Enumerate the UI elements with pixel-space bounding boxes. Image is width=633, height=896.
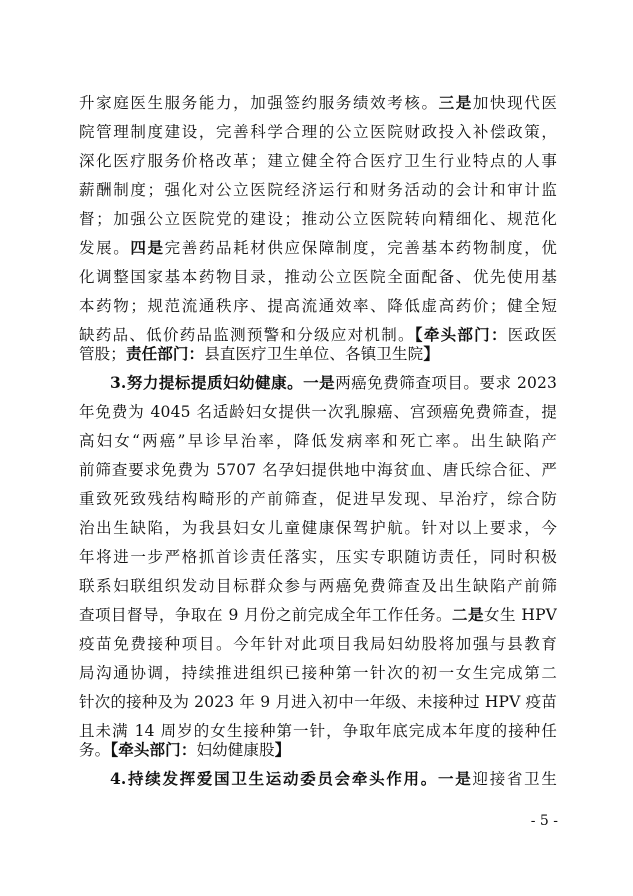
text-line <box>79 631 557 657</box>
text-line <box>79 341 557 367</box>
text-line <box>79 515 557 541</box>
bold-run: 一是 <box>438 769 473 788</box>
text-run: 妇幼健康股 <box>196 741 275 759</box>
text-run: 疫苗免费接种项目。今年针对此项目我局妇幼股将加强与县教育 <box>79 635 557 653</box>
bold-run: 3.努力提标提质妇幼健康。 <box>110 373 304 392</box>
text-run: 医政医 <box>507 326 557 344</box>
text-run: 前筛查要求免费为 5707 名孕妇提供地中海贫血、唐氏综合征、严 <box>79 461 557 479</box>
text-run: 年免费为 4045 名适龄妇女提供一次乳腺癌、宫颈癌免费筛查，提 <box>79 403 557 421</box>
bold-run: 四是 <box>130 238 165 257</box>
text-run: 化调整国家基本药物目录，推动公立医院全面配备、优先使用基 <box>79 268 557 286</box>
text-line <box>79 148 557 174</box>
bold-run: 4.持续发挥爱国卫生运动委员会牵头作用。 <box>110 769 439 788</box>
text-line <box>110 766 557 792</box>
text-run: 管股； <box>79 345 126 363</box>
text-line <box>79 573 557 599</box>
bold-run: 责任部门： <box>125 344 205 363</box>
text-run: 薪酬制度；强化对公立医院经济运行和财务活动的会计和审计监 <box>79 181 557 199</box>
text-line <box>79 206 557 232</box>
text-run: 发展。 <box>79 239 131 257</box>
text-line <box>79 428 557 454</box>
text-run: 针次的接种及为 2023 年 9 月进入初中一年级、未接种过 HPV 疫苗 <box>79 693 557 711</box>
text-run: 务。 <box>79 741 111 759</box>
text-line <box>79 486 557 512</box>
text-run: 两癌免费筛查项目。要求 2023 <box>335 374 557 392</box>
text-run: 督；加强公立医院党的建设；推动公立医院转向精细化、规范化 <box>79 210 557 228</box>
text-line <box>110 370 557 396</box>
text-line <box>79 660 557 686</box>
text-line <box>79 293 557 319</box>
text-run: 完善药品耗材供应保障制度，完善基本药物制度，优 <box>164 239 557 257</box>
text-run: 高妇女“两癌”早诊早治率，降低发病率和死亡率。出生缺陷产 <box>79 432 557 450</box>
text-run: 加快现代医 <box>472 94 557 112</box>
text-run: 升家庭医生服务能力，加强签约服务绩效考核。 <box>79 94 439 112</box>
bold-run: 一是 <box>303 373 336 392</box>
bold-run: 】 <box>423 344 439 363</box>
text-run: 年将进一步严格抓首诊责任落实，压实专职随访责任，同时积极 <box>79 548 557 566</box>
text-run: 女生 HPV <box>483 606 557 624</box>
text-run: 治出生缺陷，为我县妇女儿童健康保驾护航。针对以上要求，今 <box>79 519 557 537</box>
text-run: 联系妇联组织发动目标群众参与两癌免费筛查及出生缺陷产前筛 <box>79 577 557 595</box>
text-line <box>79 264 557 290</box>
text-run: 县直医疗卫生单位、各镇卫生院 <box>204 345 424 363</box>
text-run: 局沟通协调，持续推进组织已接种第一针次的初一女生完成第二 <box>79 664 557 682</box>
text-run: 深化医疗服务价格改革；建立健全符合医疗卫生行业特点的人事 <box>79 152 557 170</box>
bold-run: 】 <box>274 740 291 759</box>
text-line <box>79 602 557 628</box>
text-line <box>79 235 557 261</box>
text-line <box>79 90 557 116</box>
text-line <box>79 177 557 203</box>
text-line <box>79 689 557 715</box>
page-number: - 5 - <box>530 813 558 829</box>
text-run: 且未满 14 周岁的女生接种第一针，争取年底完成本年度的接种任 <box>79 722 557 740</box>
text-run: 缺药品、低价药品监测预警和分级应对机制。 <box>79 326 415 344</box>
bold-run: 【牵头部门： <box>110 740 197 759</box>
text-run: 查项目督导，争取在 9 月份之前完成全年工作任务。 <box>79 606 452 624</box>
text-line <box>79 457 557 483</box>
text-line <box>79 119 557 145</box>
text-run: 院管理制度建设，完善科学合理的公立医院财政投入补偿政策， <box>79 123 557 141</box>
text-line <box>79 737 557 763</box>
text-line <box>79 399 557 425</box>
bold-run: 三是 <box>438 93 473 112</box>
bold-run: 二是 <box>451 605 484 624</box>
text-run: 重致死致残结构畸形的产前筛查，促进早发现、早治疗，综合防 <box>79 490 557 508</box>
text-run: 迎接省卫生 <box>472 770 557 788</box>
bold-run: 【牵头部门： <box>414 325 508 344</box>
text-line <box>79 544 557 570</box>
text-run: 本药物；规范流通秩序、提高流通效率、降低虚高药价；健全短 <box>79 297 557 315</box>
